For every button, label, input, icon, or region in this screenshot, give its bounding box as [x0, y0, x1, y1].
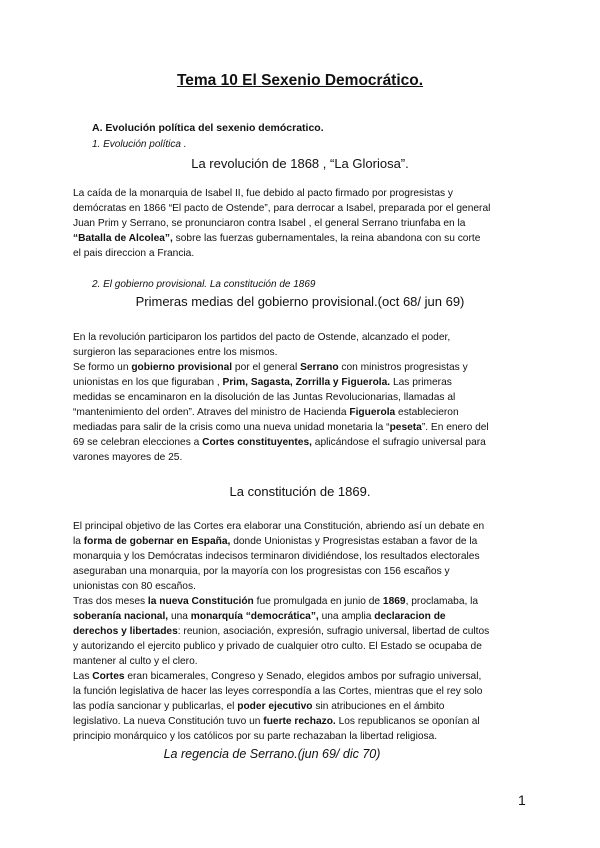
- text-line: [73, 216, 533, 231]
- text-run: mantener al culto y el clero.: [73, 656, 198, 667]
- centered-heading: La constitución de 1869.: [229, 484, 371, 499]
- text-run: y autorizando el ejercito publico y privado de cualquier otro culto. El Estado se ocupaba de: [73, 641, 482, 652]
- centered-heading: La revolución de 1868 , “La Gloriosa”.: [191, 156, 409, 171]
- text-line: [73, 564, 533, 579]
- subsection-heading: 1. Evolución política .: [92, 139, 187, 150]
- text-run: ”. En enero del: [421, 422, 489, 433]
- text-run: Las: [73, 671, 93, 682]
- text-line: [73, 669, 533, 684]
- page-title: Tema 10 El Sexenio Democrático.: [176, 72, 424, 89]
- text-run: mediadas para salir de la crisis como una nueva unidad monetaria la “: [73, 422, 390, 433]
- text-run: demócratas en 1866 “El pacto de Ostende”, para derrocar a Isabel, preparada por el general: [73, 203, 491, 214]
- centered-heading: Primeras medias del gobierno provisional.(oct 68/ jun 69): [135, 294, 465, 309]
- bold-run: Serrano: [300, 362, 339, 373]
- text-line: [73, 345, 533, 360]
- text-line: [73, 594, 533, 609]
- bold-run: Figuerola: [349, 407, 396, 418]
- text-run: aseguraban una monarquia, por la mayoría con los progresistas con 156 escaños y: [73, 566, 450, 577]
- subsection-heading: 2. El gobierno provisional. La constitución de 1869: [92, 279, 316, 290]
- text-run: principio monárquico y los católicos por su parte rechazaban la libertad religiosa.: [73, 731, 438, 742]
- text-run: las podía sancionar y publicarlas, el: [73, 701, 238, 712]
- text-line: [73, 420, 533, 435]
- text-run: la: [73, 536, 84, 547]
- text-run: el pais direccion a Francia.: [73, 248, 195, 259]
- bold-run: monarquía “democrática”,: [190, 611, 319, 622]
- text-run: varones mayores de 25.: [73, 452, 183, 463]
- text-line: [73, 654, 533, 669]
- text-run: Juan Prim y Serrano, se pronunciaron contra Isabel , el general Serrano triunfaba en la: [73, 218, 466, 229]
- text-run: una: [168, 611, 191, 622]
- text-run: medidas se encaminaron en la disolución de las Juntas Revolucionarias, llamadas al: [73, 392, 456, 403]
- text-line: [73, 246, 533, 261]
- bold-run: derechos y libertades: [73, 626, 178, 637]
- text-run: donde Unionistas y Progresistas estaban a favor de la: [230, 536, 478, 547]
- paragraph: [73, 330, 533, 465]
- text-run: En la revolución participaron los partidos del pacto de Ostende, alcanzado el poder,: [73, 332, 451, 343]
- text-line: [73, 201, 533, 216]
- bold-run: peseta: [389, 422, 422, 433]
- bold-run: declaracion de: [374, 611, 446, 622]
- bold-run: la nueva Constitución: [147, 596, 254, 607]
- text-run: por el general: [232, 362, 301, 373]
- text-line: [73, 549, 533, 564]
- text-run: sin atribuciones en el ámbito: [312, 701, 445, 712]
- bold-run: Cortes constituyentes,: [202, 437, 312, 448]
- text-line: [73, 360, 533, 375]
- text-run: 69 se celebran elecciones a: [73, 437, 203, 448]
- text-run: sobre las fuerzas gubernamentales, la reina abandona con su corte: [172, 233, 481, 244]
- text-line: [73, 699, 533, 714]
- text-run: fue promulgada en junio de: [253, 596, 383, 607]
- text-run: Los republicanos se oponían al: [335, 716, 480, 727]
- text-run: “mantenimiento del orden”. Atraves del ministro de Hacienda: [73, 407, 350, 418]
- text-line: [73, 534, 533, 549]
- text-line: [73, 714, 533, 729]
- text-run: la función legislativa de hacer las leyes correspondía a las Cortes, mientras que el rey solo: [73, 686, 483, 697]
- text-run: legislativo. La nueva Constitución tuvo un: [73, 716, 264, 727]
- text-run: con ministros progresistas y: [338, 362, 468, 373]
- text-line: [73, 390, 533, 405]
- text-run: El principal objetivo de las Cortes era elaborar una Constitución, abriendo así un debate en: [73, 521, 485, 532]
- text-line: [73, 609, 533, 624]
- bold-run: soberanía nacional,: [73, 611, 169, 622]
- bold-run: Prim, Sagasta, Zorrilla y Figuerola.: [222, 377, 391, 388]
- text-run: una amplia: [318, 611, 375, 622]
- text-line: [73, 435, 533, 450]
- paragraph: [73, 519, 533, 744]
- section-heading: A. Evolución política del sexenio demócratico.: [92, 122, 324, 134]
- text-line: [73, 405, 533, 420]
- text-run: unionistas con 80 escaños.: [73, 581, 196, 592]
- bold-run: poder ejecutivo: [237, 701, 313, 712]
- bold-run: 1869: [382, 596, 406, 607]
- text-run: monarquia y los Demócratas indecisos terminaron dividiéndose, los resultados electorales: [73, 551, 480, 562]
- text-run: La caída de la monarquia de Isabel II, fue debido al pacto firmado por progresistas y: [73, 188, 453, 199]
- text-run: surgieron las separaciones entre los mismos.: [73, 347, 278, 358]
- text-run: unionistas en los que figuraban ,: [73, 377, 223, 388]
- centered-heading: La regencia de Serrano.(jun 69/ dic 70): [163, 747, 381, 761]
- text-run: , proclamaba, la: [405, 596, 479, 607]
- text-run: Las primeras: [390, 377, 452, 388]
- text-line: [73, 186, 533, 201]
- bold-run: Cortes: [92, 671, 125, 682]
- bold-run: gobierno provisional: [131, 362, 233, 373]
- paragraph: [73, 186, 533, 261]
- text-line: [73, 375, 533, 390]
- text-line: [73, 330, 533, 345]
- text-run: establecieron: [395, 407, 459, 418]
- text-line: [73, 639, 533, 654]
- text-run: eran bicamerales, Congreso y Senado, elegidos ambos por sufragio universal,: [124, 671, 482, 682]
- bold-run: fuerte rechazo.: [263, 716, 336, 727]
- bold-run: forma de gobernar en España,: [83, 536, 231, 547]
- text-line: [73, 450, 533, 465]
- text-line: [73, 579, 533, 594]
- text-run: : reunion, asociación, expresión, sufragio universal, libertad de cultos: [177, 626, 490, 637]
- text-run: aplicándose el sufragio universal para: [311, 437, 486, 448]
- text-line: [73, 684, 533, 699]
- text-line: [73, 624, 533, 639]
- text-run: Se formo un: [73, 362, 132, 373]
- text-line: [73, 231, 533, 246]
- text-line: [73, 519, 533, 534]
- bold-run: “Batalla de Alcolea”,: [73, 233, 173, 244]
- page-number: 1: [518, 792, 526, 808]
- text-run: Tras dos meses: [73, 596, 148, 607]
- text-line: [73, 729, 533, 744]
